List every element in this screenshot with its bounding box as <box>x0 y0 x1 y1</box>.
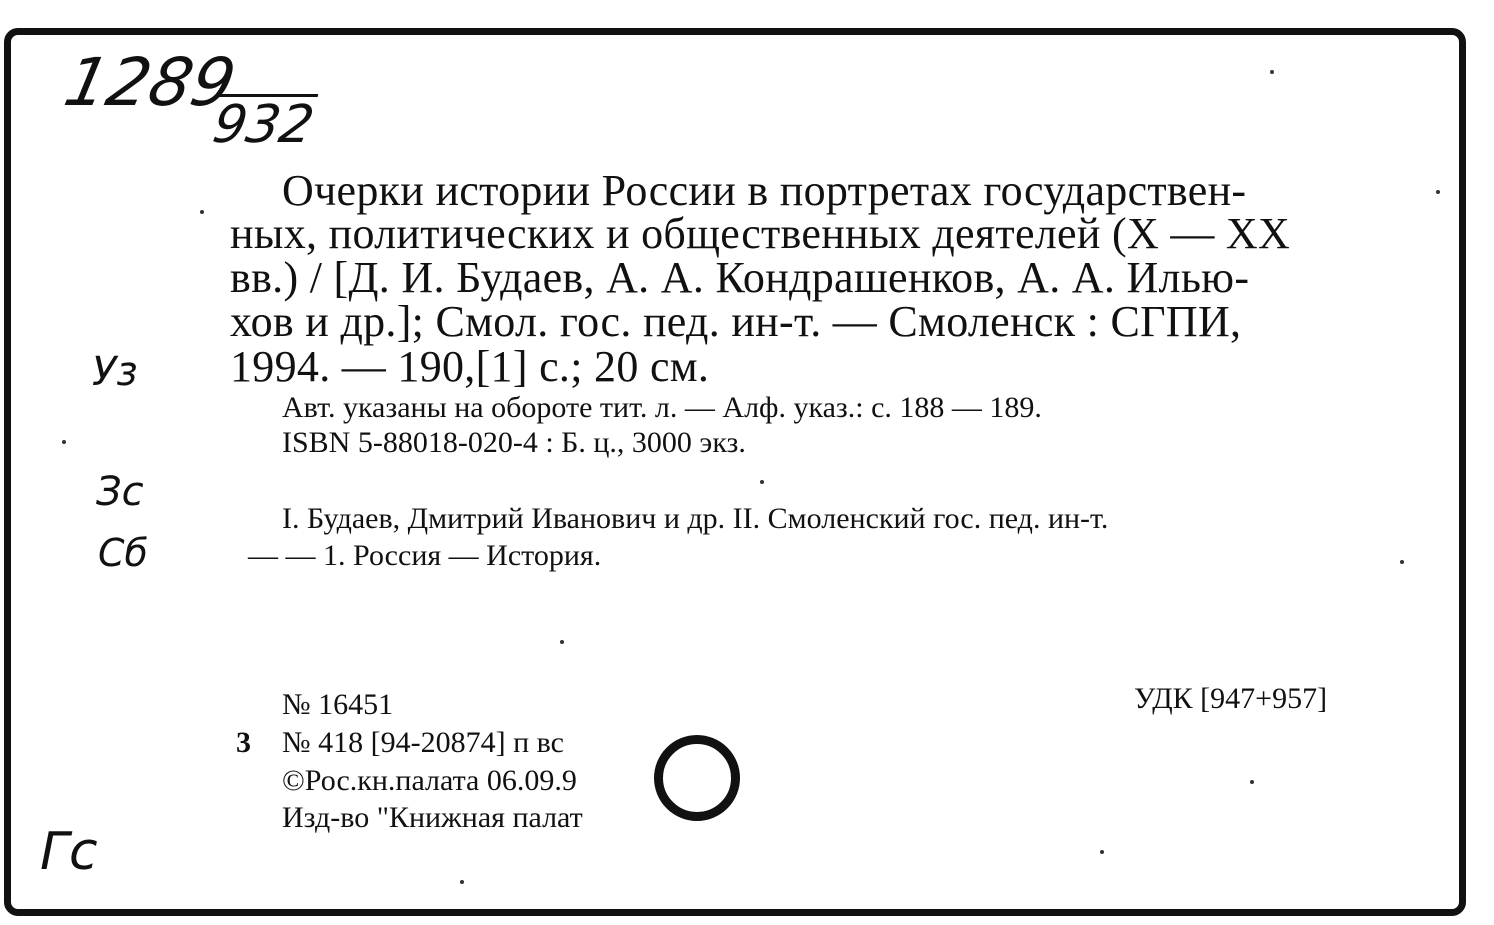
handwritten-mark-uz: Уз <box>92 349 138 395</box>
imprint-prefix: 3 <box>236 726 251 759</box>
description-line-4: хов и др.]; Смол. гос. пед. ин-т. — Смоленск : СГПИ, <box>230 297 1242 346</box>
punch-hole-mark <box>654 735 740 821</box>
speck <box>62 440 66 444</box>
tracing-line-2: — — 1. Россия — История. <box>248 539 602 572</box>
description-line-5: 1994. — 190,[1] с.; 20 см. <box>230 342 710 391</box>
speck <box>1250 780 1254 784</box>
speck <box>760 480 764 484</box>
imprint-line-1: № 418 [94-20874] п вс <box>282 726 564 759</box>
handwritten-mark-zs: Зс <box>96 469 144 515</box>
speck <box>200 210 204 214</box>
handwritten-mark-gs: Гс <box>40 822 98 882</box>
handwritten-mark-sb: Сб <box>98 531 148 575</box>
speck <box>1100 850 1104 854</box>
tracing-line-1: I. Будаев, Дмитрий Иванович и др. II. Смоленский гос. пед. ин-т. <box>282 502 1109 535</box>
speck <box>1270 70 1274 74</box>
speck <box>1436 190 1440 194</box>
speck <box>560 640 564 644</box>
udk-classification: УДК [947+957] <box>1134 682 1328 715</box>
description-line-1: Очерки истории России в портретах государствен- <box>282 166 1247 215</box>
note-authors: Авт. указаны на обороте тит. л. — Алф. указ.: с. 188 — 189. <box>282 391 1042 424</box>
speck <box>1400 560 1404 564</box>
handwritten-call-number-sub: 932 <box>208 95 319 155</box>
card-number: № 16451 <box>282 688 394 721</box>
description-line-2: ных, политических и общественных деятелей (X — XX <box>230 209 1291 258</box>
note-isbn: ISBN 5-88018-020-4 : Б. ц., 3000 экз. <box>282 426 746 459</box>
handwritten-call-number: 1289 <box>57 44 243 121</box>
imprint-line-2: ©Рос.кн.палата 06.09.9 <box>282 764 577 797</box>
speck <box>460 880 464 884</box>
description-line-3: вв.) / [Д. И. Будаев, А. А. Кондрашенков, А. А. Илью- <box>230 253 1250 302</box>
imprint-line-3: Изд-во "Книжная палат <box>282 801 583 834</box>
